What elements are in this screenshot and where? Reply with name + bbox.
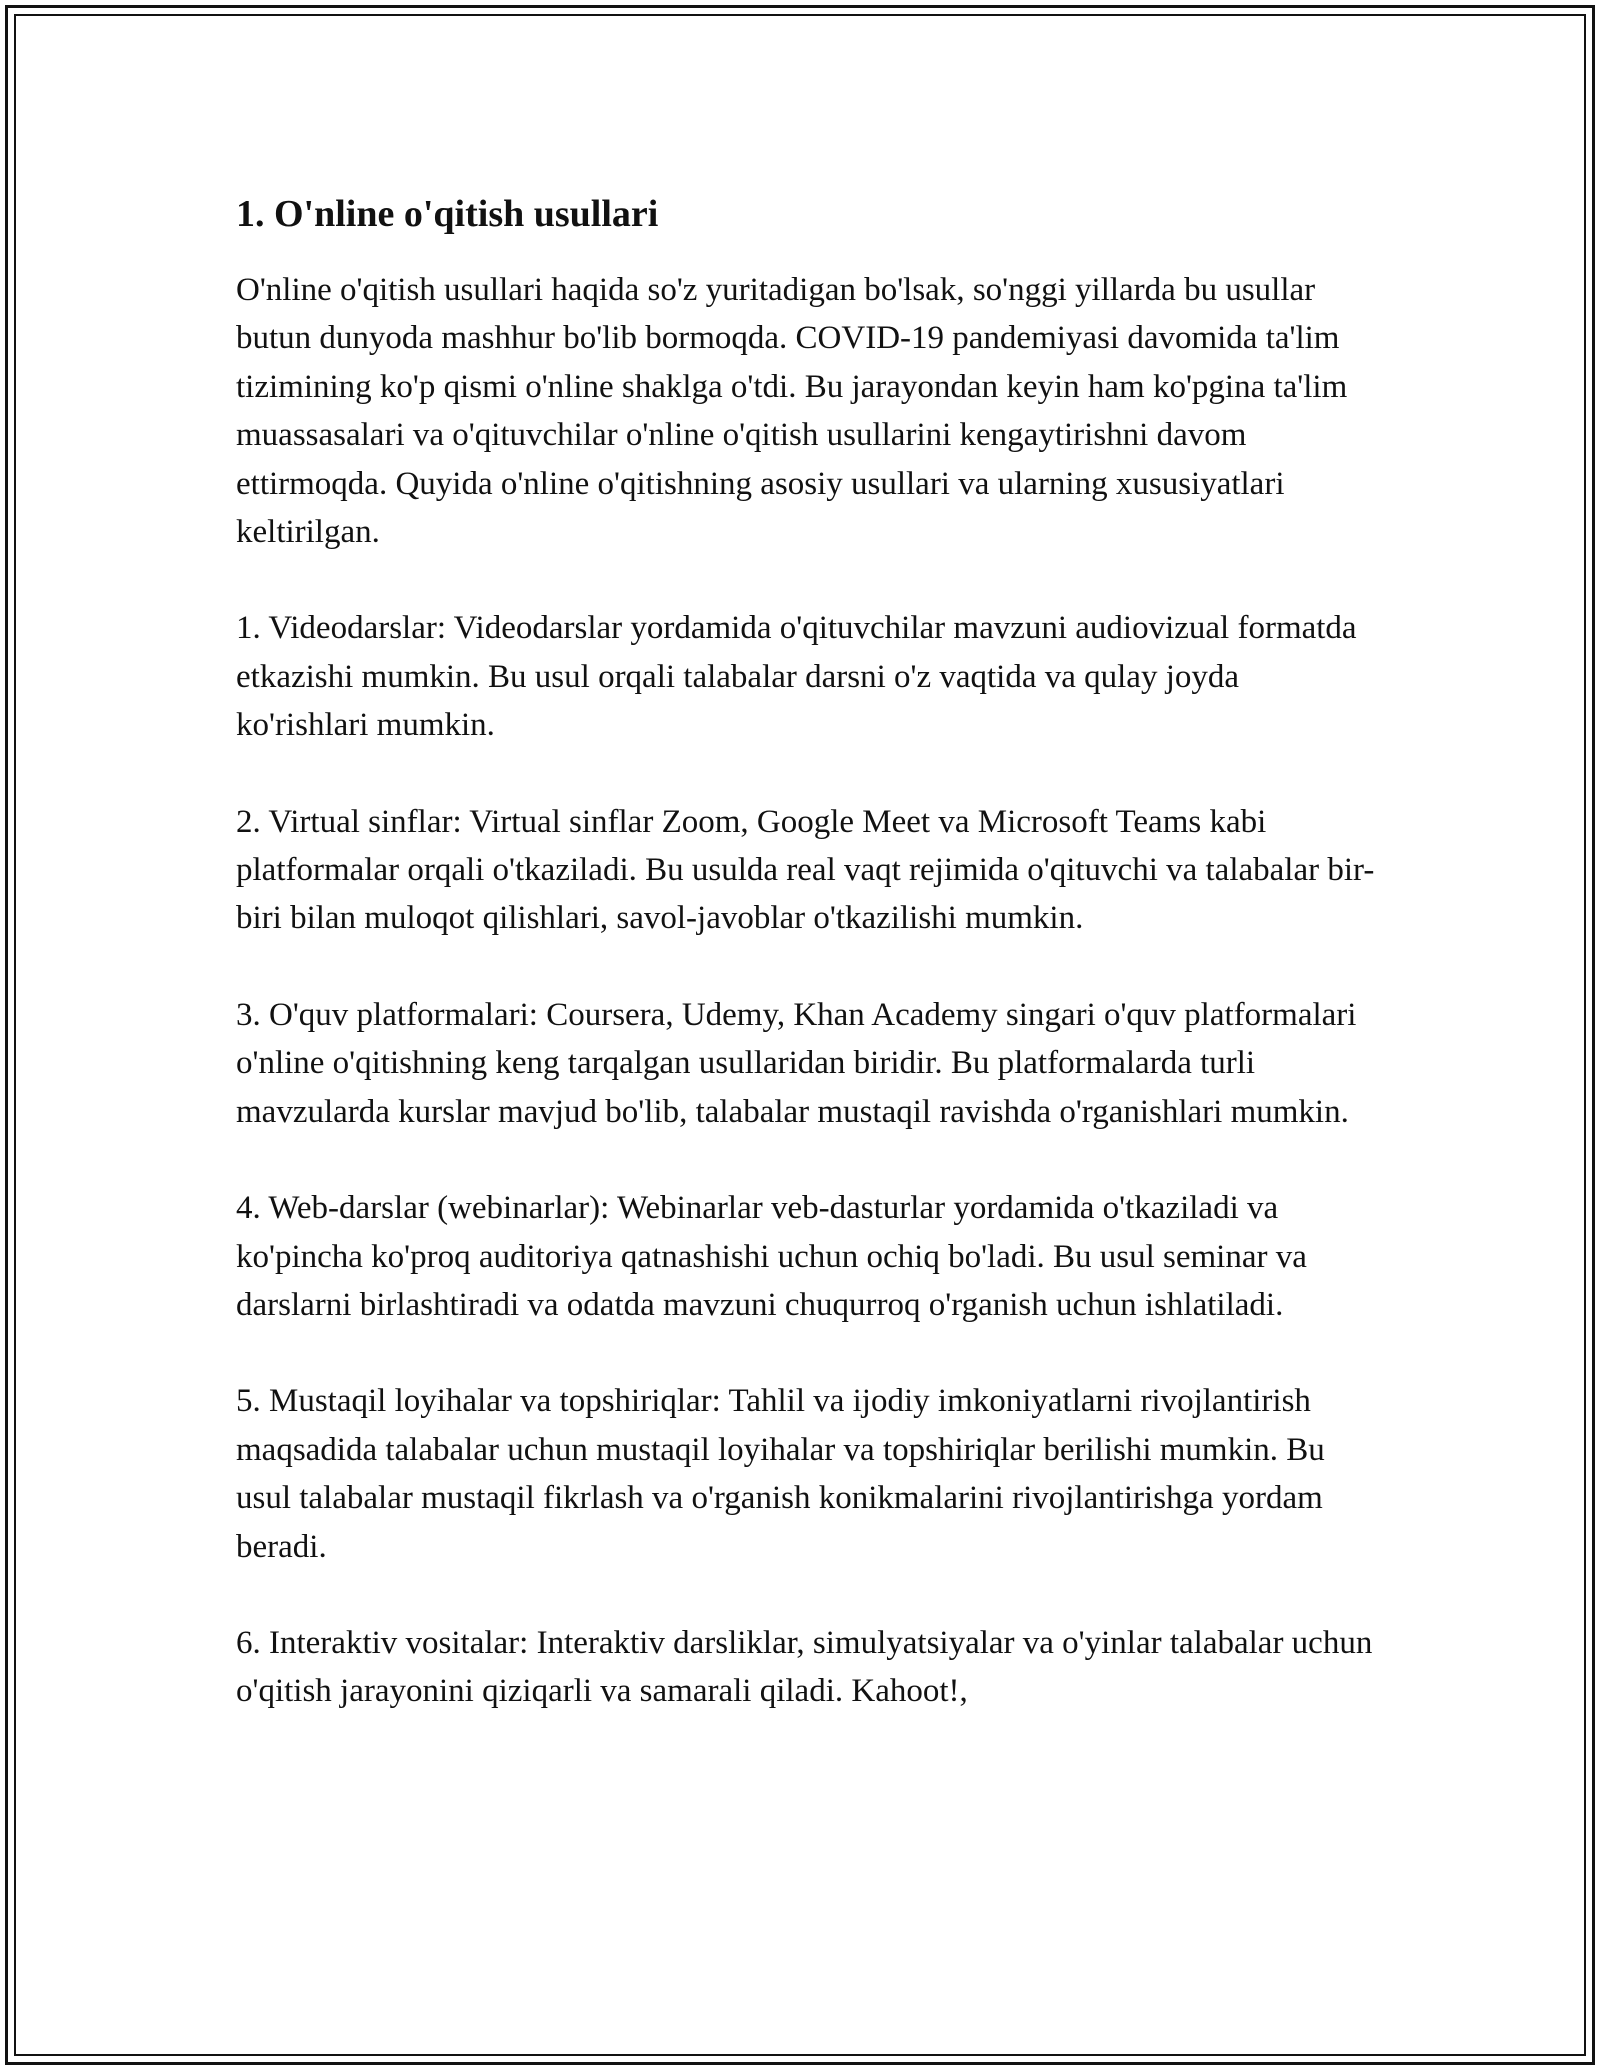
document-body bbox=[236, 186, 1376, 1764]
item-interaktiv-vositalar: 6. Interaktiv vositalar: Interaktiv darsliklar, simulyatsiyalar va o'yinlar talabalar uchun o'qitish jarayonini qiziqarli va samarali qiladi. Kahoot!, bbox=[236, 1624, 1373, 1710]
item-videodarslar: 1. Videodarslar: Videodarslar yordamida o'qituvchilar mavzuni audiovizual formatda etkazishi mumkin. Bu usul orqali talabalar darsni o'z vaqtida va qulay joyda ko'rishlari mumkin. bbox=[236, 610, 1357, 744]
intro-paragraph: O'nline o'qitish usullari haqida so'z yuritadigan bo'lsak, so'nggi yillarda bu usullar butun dunyoda mashhur bo'lib bormoqda. COVID-19 pandemiyasi davomida ta'lim tizimining ko'p qismi o'nline shaklga o'tdi. Bu jarayondan keyin ham ko'pgina ta'lim muassasalari va o'qituvchilar o'nline o'qitish usullarini kengaytirishni davom ettirmoqda. Quyida o'nline o'qitishning asosiy usullari va ularning xususiyatlari keltirilgan. bbox=[236, 272, 1348, 551]
item-web-darslar: 4. Web-darslar (webinarlar): Webinarlar veb-dasturlar yordamida o'tkaziladi va ko'pincha ko'proq auditoriya qatnashishi uchun ochiq bo'ladi. Bu usul seminar va darslarni birlashtiradi va odatda mavzuni chuqurroq o'rganish uchun ishlatiladi. bbox=[236, 1190, 1307, 1323]
item-virtual-sinflar: 2. Virtual sinflar: Virtual sinflar Zoom, Google Meet va Microsoft Teams kabi platformalar orqali o'tkaziladi. Bu usulda real vaqt rejimida o'qituvchi va talabalar bir-biri bilan muloqot qilishlari, savol-javoblar o'tkazilishi mumkin. bbox=[236, 803, 1375, 937]
item-mustaqil-loyihalar: 5. Mustaqil loyihalar va topshiriqlar: Tahlil va ijodiy imkoniyatlarni rivojlantirish maqsadida talabalar uchun mustaqil loyihalar va topshiriqlar berilishi mumkin. Bu usul talabalar mustaqil fikrlash va o'rganish konikmalarini rivojlantirishga yordam beradi. bbox=[236, 1383, 1325, 1565]
section-heading: 1. O'nline o'qitish usullari bbox=[236, 193, 659, 235]
item-oquv-platformalari: 3. O'quv platformalari: Coursera, Udemy, Khan Academy singari o'quv platformalari o'nline o'qitishning keng tarqalgan usullaridan biridir. Bu platformalarda turli mavzularda kurslar mavjud bo'lib, talabalar mustaqil ravishda o'rganishlari mumkin. bbox=[236, 996, 1357, 1130]
